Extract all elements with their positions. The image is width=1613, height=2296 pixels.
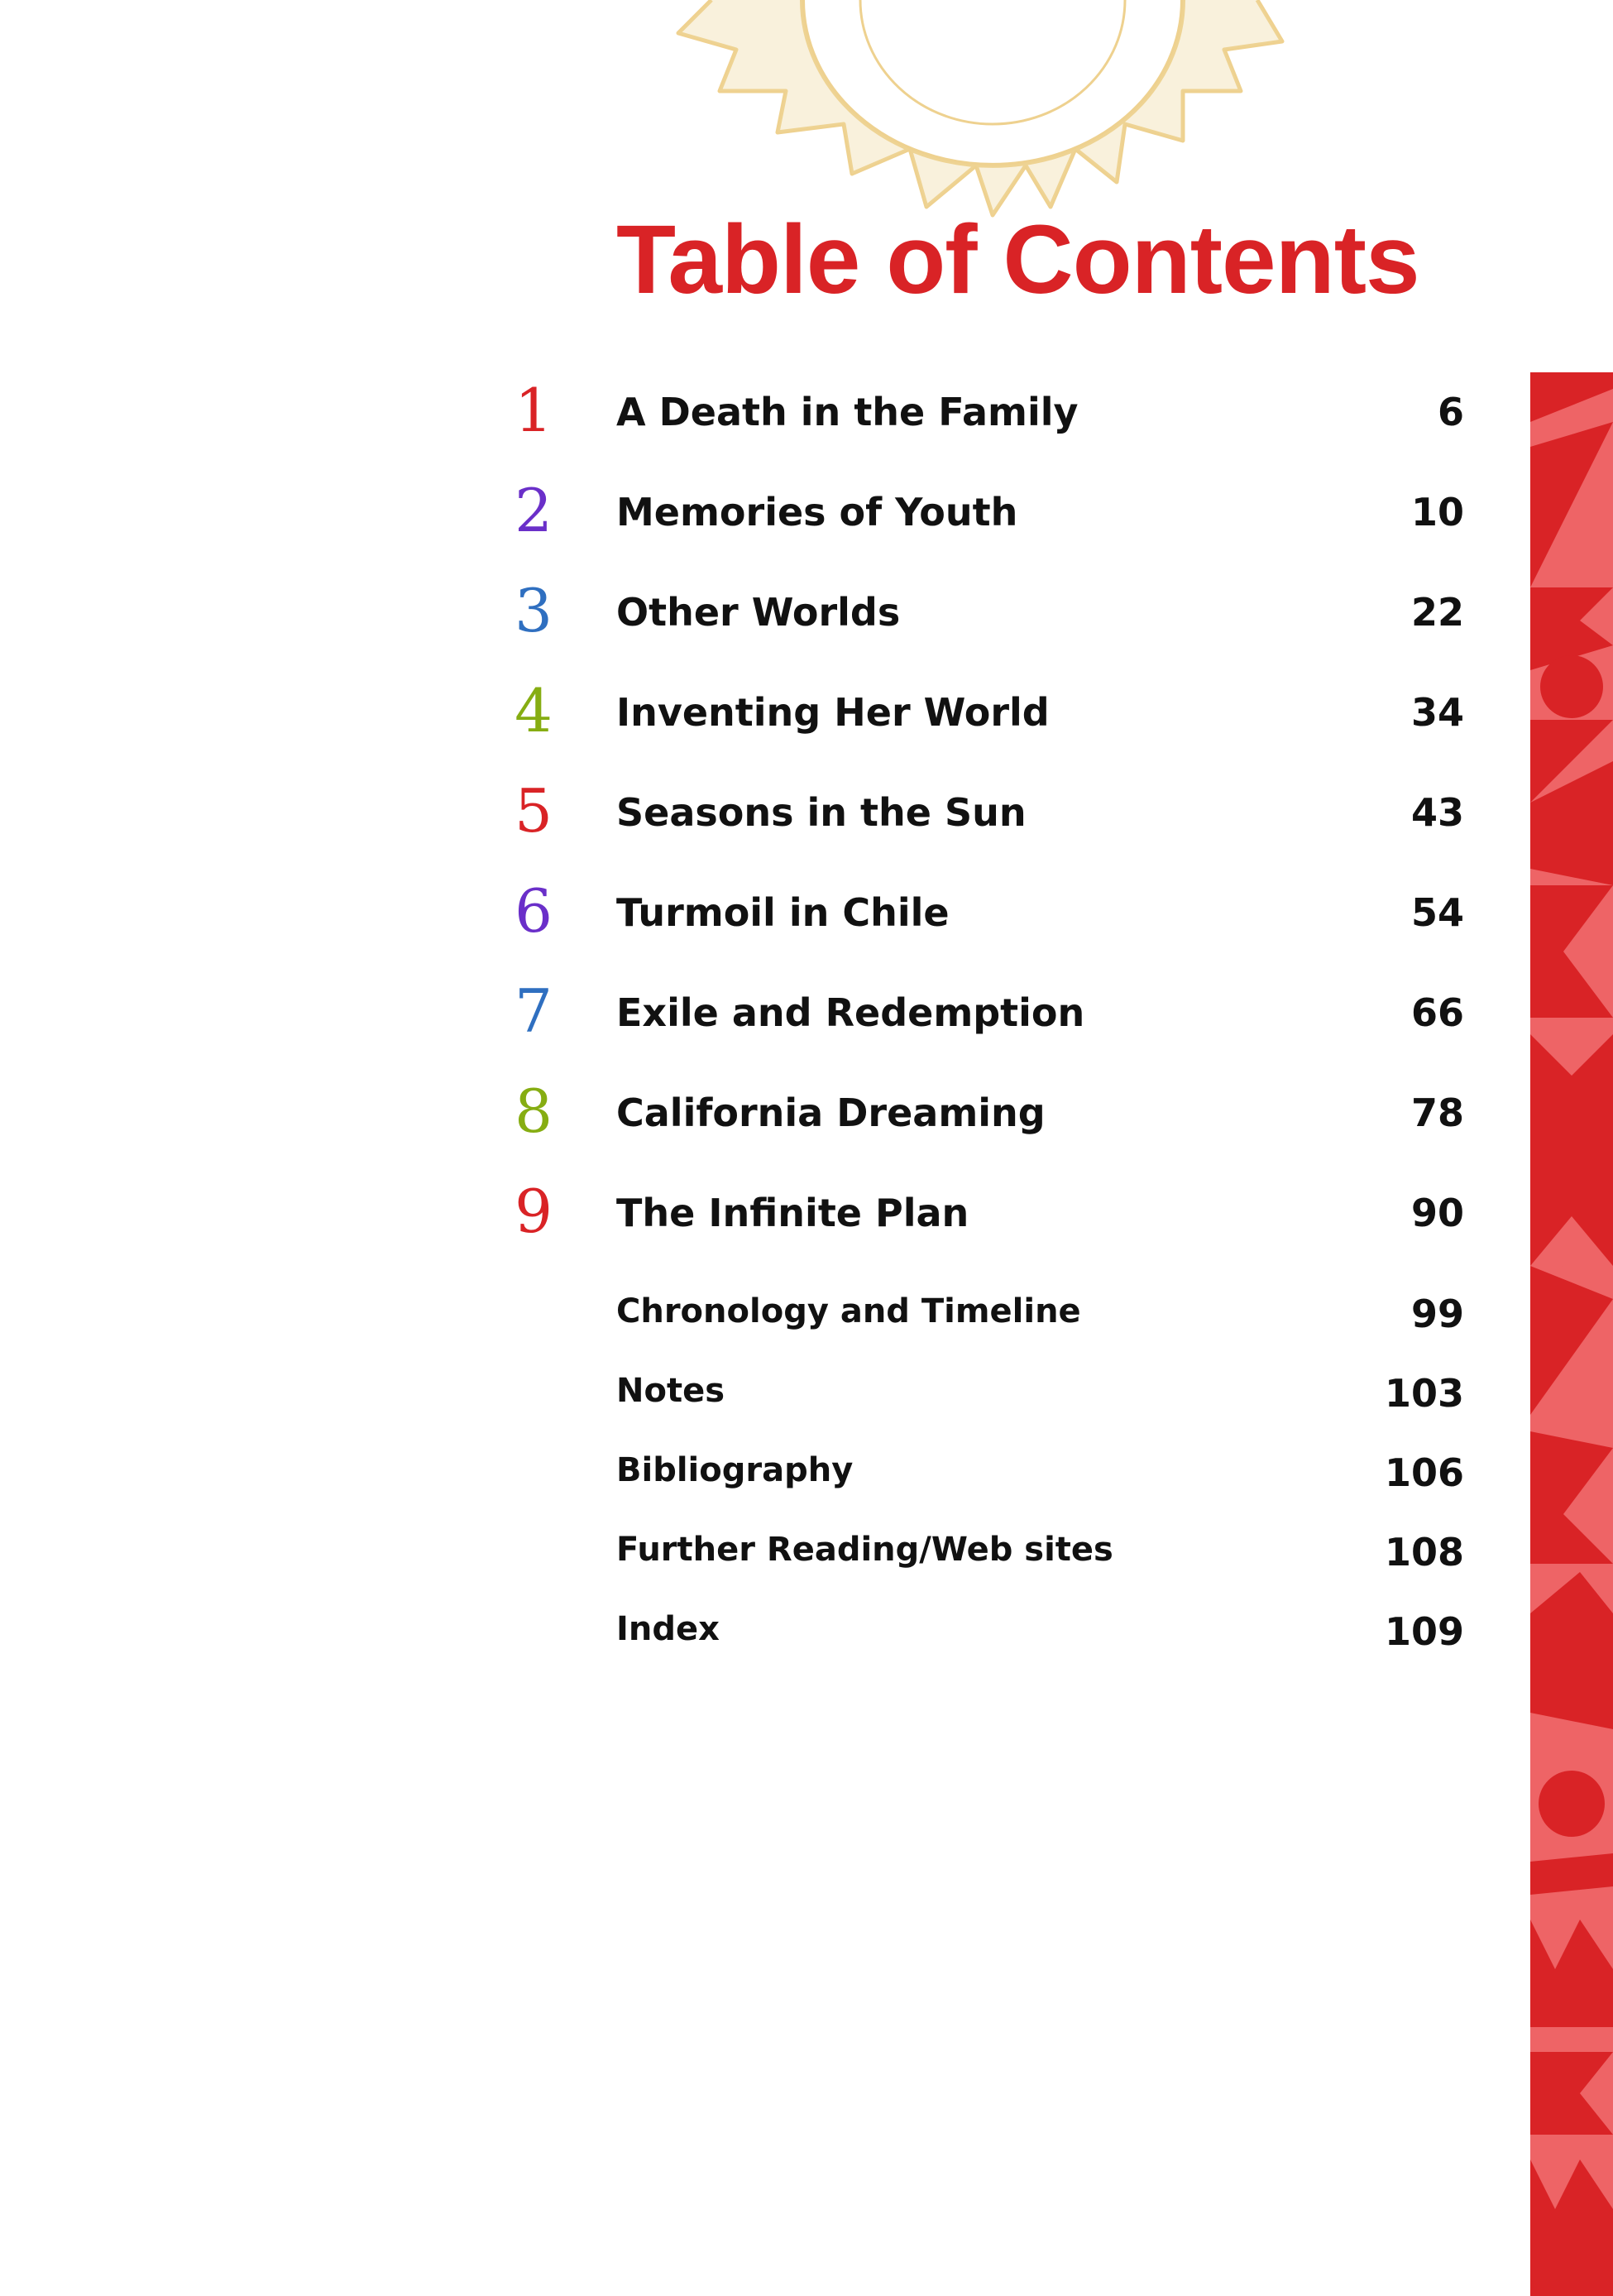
section-title: Bibliography (616, 1451, 854, 1489)
page-number: 103 (1384, 1371, 1464, 1416)
chapter-title: The Infinite Plan (616, 1191, 969, 1235)
chapter-title: Inventing Her World (616, 690, 1050, 735)
chapter-title: A Death in the Family (616, 390, 1079, 434)
chapter-number: 9 (515, 1177, 553, 1246)
chapter-title: Seasons in the Sun (616, 790, 1027, 835)
chapter-number: 3 (515, 576, 553, 645)
page-number: 54 (1410, 890, 1464, 935)
chapter-number: 5 (515, 776, 553, 846)
decorative-border (1530, 372, 1613, 2296)
page-number: 43 (1410, 790, 1464, 835)
page-number: 34 (1410, 690, 1464, 735)
page-number: 10 (1410, 490, 1464, 534)
page-number: 99 (1410, 1292, 1464, 1336)
section-title: Further Reading/Web sites (616, 1531, 1113, 1569)
chapter-number: 6 (515, 876, 553, 946)
section-title: Index (616, 1610, 720, 1648)
page-number: 90 (1410, 1191, 1464, 1235)
chapter-title: California Dreaming (616, 1090, 1046, 1135)
page-number: 78 (1410, 1090, 1464, 1135)
page-number: 108 (1384, 1530, 1464, 1575)
page-number: 109 (1384, 1609, 1464, 1654)
page-number: 22 (1410, 590, 1464, 635)
page-number: 66 (1410, 990, 1464, 1035)
page-number: 6 (1437, 390, 1464, 434)
chapter-number: 2 (515, 476, 553, 545)
chapter-title: Turmoil in Chile (616, 890, 950, 935)
section-title: Notes (616, 1372, 725, 1410)
page-title: Table of Contents (616, 205, 1419, 314)
chapter-number: 4 (515, 676, 553, 745)
chapter-number: 7 (515, 976, 553, 1046)
page-number: 106 (1384, 1450, 1464, 1495)
chapter-number: 8 (515, 1076, 553, 1146)
chapter-title: Memories of Youth (616, 490, 1018, 534)
chapter-number: 1 (515, 376, 553, 445)
section-title: Chronology and Timeline (616, 1292, 1081, 1330)
chapter-title: Exile and Redemption (616, 990, 1085, 1035)
chapter-title: Other Worlds (616, 590, 901, 635)
